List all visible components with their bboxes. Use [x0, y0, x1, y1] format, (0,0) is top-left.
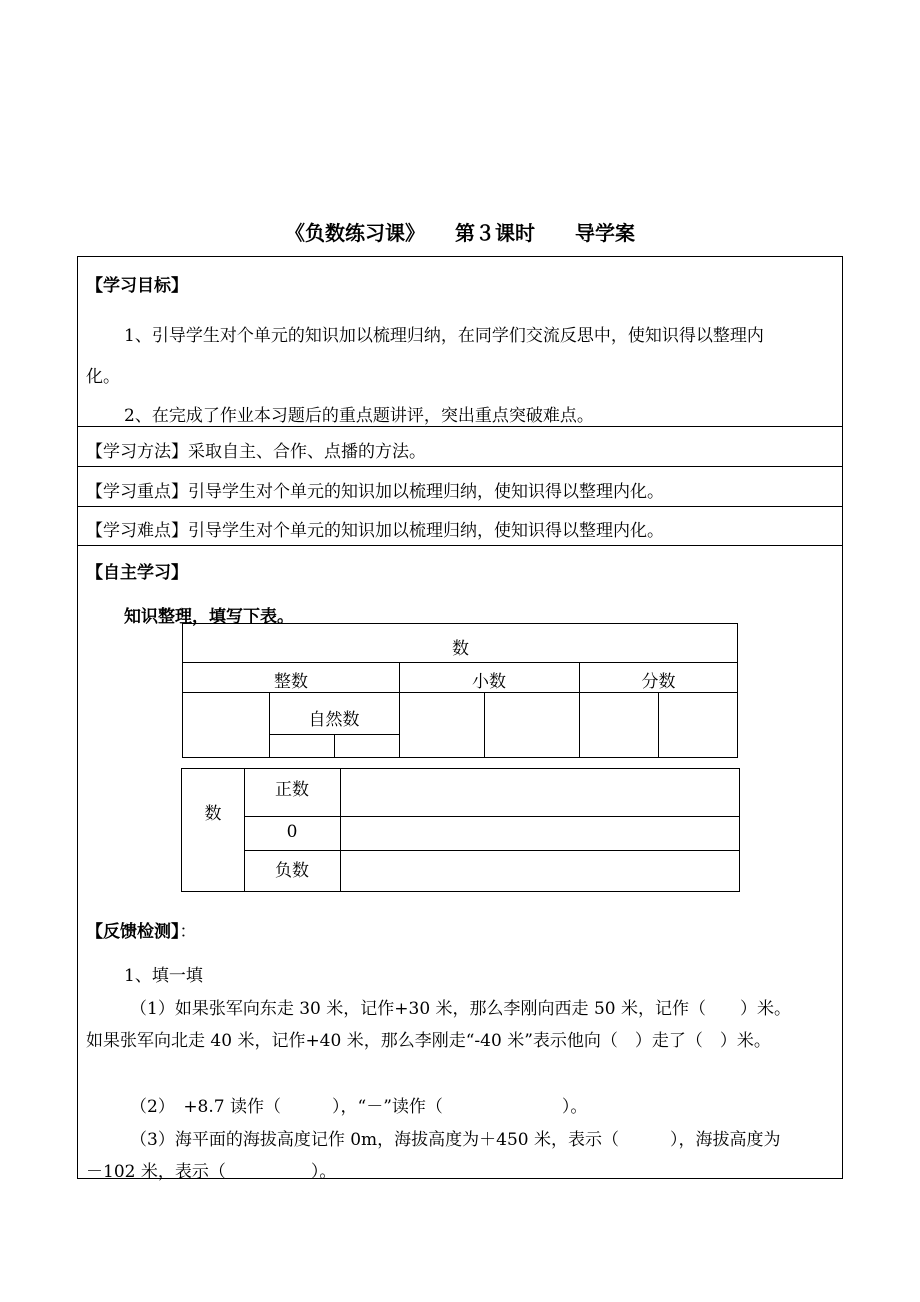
learning-key-point: 【学习重点】引导学生对个单元的知识加以梳理归纳，使知识得以整理内化。	[86, 482, 664, 502]
self-study-heading: 【自主学习】	[86, 563, 188, 583]
feedback-colon: ：	[179, 922, 197, 942]
table-label-zero: 0	[286, 822, 298, 842]
self-study-instruction: 知识整理，填写下表。	[124, 607, 294, 627]
question-1-3-cont: －102 米，表示（ ）。	[86, 1162, 337, 1182]
feedback-heading: 【反馈检测】	[86, 922, 180, 942]
row-divider	[78, 426, 842, 427]
question-1-1-cont: 如果张军向北走 40 米，记作+40 米，那么李刚走“-40 米”表示他向（ ）走了（ ）米。	[86, 1031, 771, 1051]
learning-difficulty: 【学习难点】引导学生对个单元的知识加以梳理归纳，使知识得以整理内化。	[86, 521, 664, 541]
row-divider	[78, 545, 842, 546]
table-header-fractions: 分数	[641, 672, 676, 692]
question-1-1: （1）如果张军向东走 30 米，记作+30 米，那么李刚向西走 50 米，记作（ ）米。	[130, 999, 791, 1019]
row-divider	[78, 506, 842, 507]
table-header-integers: 整数	[274, 672, 308, 692]
objective-item-1-cont: 化。	[86, 367, 120, 387]
sign-classification-table	[181, 768, 740, 892]
table-label-negative: 负数	[275, 861, 309, 881]
number-classification-table	[182, 623, 738, 758]
question-1-2: （2） +8.7 读作（ ），“－”读作（ ）。	[130, 1097, 588, 1117]
table-label-number: 数	[204, 804, 222, 824]
table-label-positive: 正数	[275, 780, 309, 800]
objective-item-1: 1、引导学生对个单元的知识加以梳理归纳，在同学们交流反思中，使知识得以整理内	[124, 326, 764, 346]
question-1-title: 1、填一填	[124, 966, 203, 986]
feedback-heading-row	[86, 917, 197, 942]
page-title: 《负数练习课》 第３课时 导学案	[285, 221, 635, 245]
learning-method: 【学习方法】采取自主、合作、点播的方法。	[86, 442, 426, 462]
table-header-number: 数	[452, 639, 469, 659]
objectives-heading: 【学习目标】	[86, 276, 188, 296]
table-header-natural-numbers: 自然数	[308, 710, 360, 730]
row-divider	[78, 466, 842, 467]
objective-item-2: 2、在完成了作业本习题后的重点题讲评，突出重点突破难点。	[124, 406, 594, 426]
table-header-decimals: 小数	[472, 672, 506, 692]
question-1-3: （3）海平面的海拔高度记作 0m，海拔高度为＋450 米，表示（ ），海拔高度为	[130, 1130, 781, 1150]
